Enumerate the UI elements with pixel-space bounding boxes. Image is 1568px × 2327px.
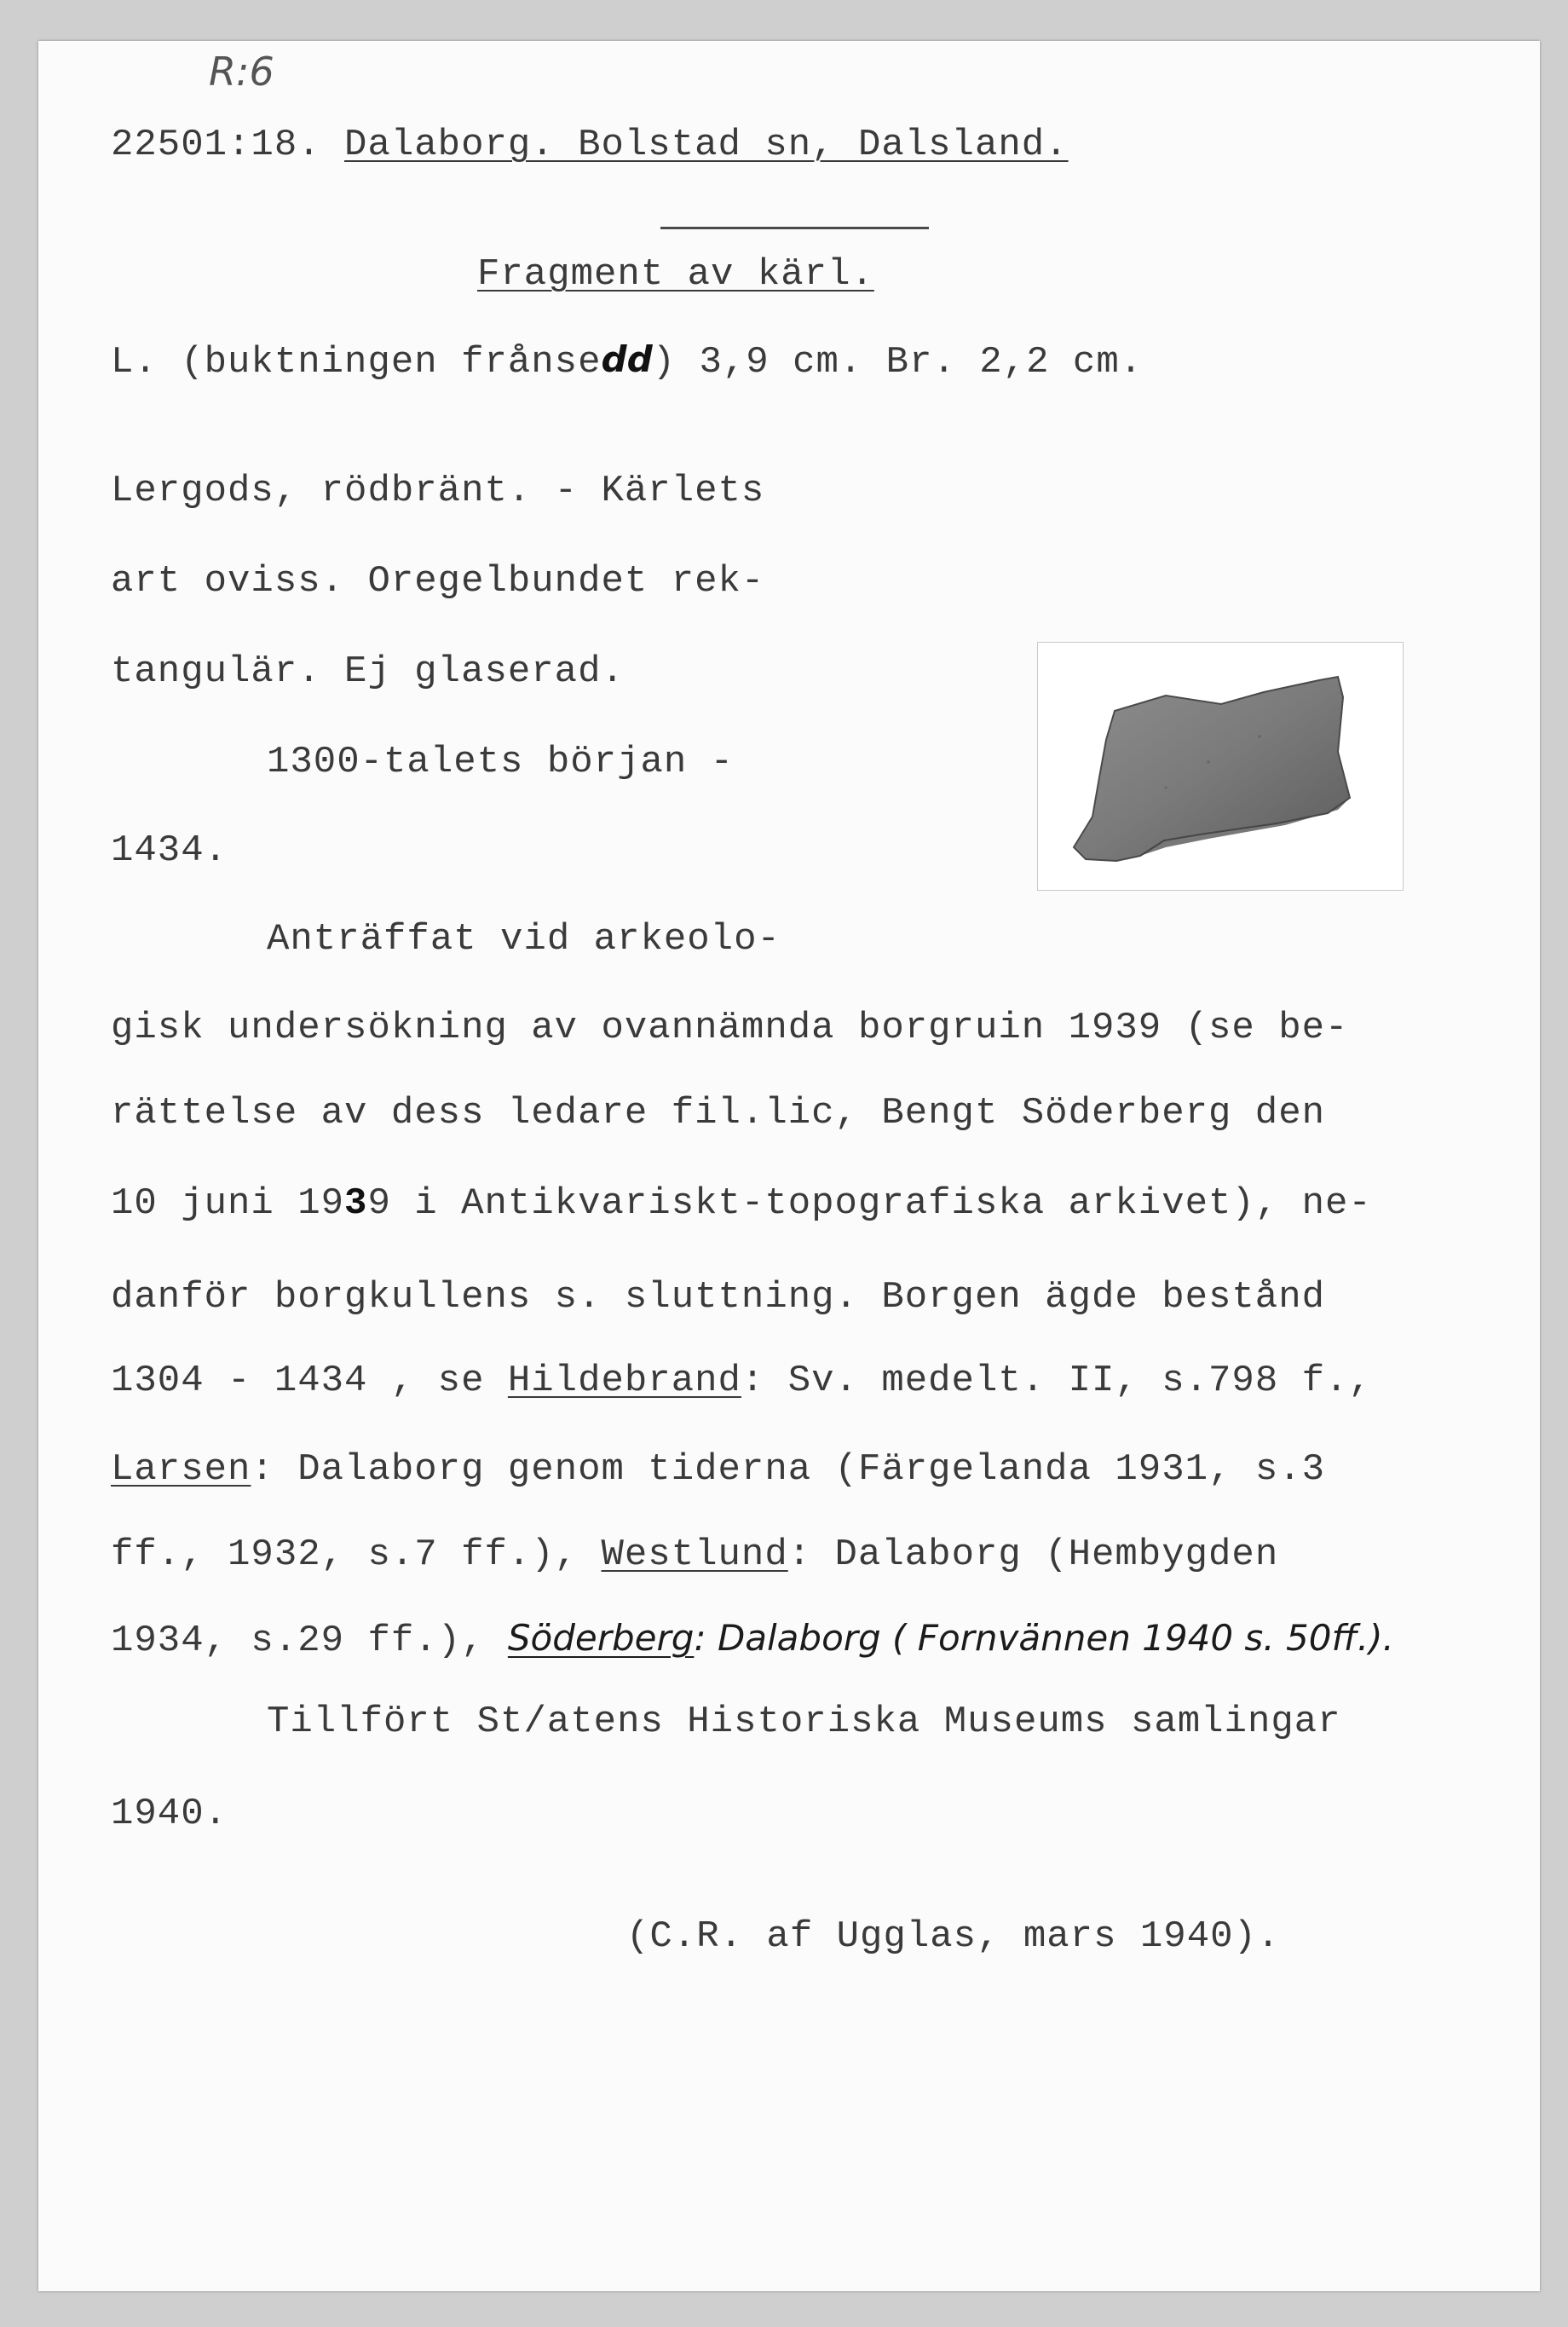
reference-soderberg-handwritten: Söderberg	[507, 1617, 695, 1659]
find-place: Dalaborg. Bolstad sn, Dalsland.	[344, 124, 1069, 166]
handwritten-reference: : Dalaborg ( Fornvännen 1940 s. 50ff.).	[694, 1617, 1394, 1659]
corner-note: R:6	[209, 49, 274, 95]
find-line-6: 1304 - 1434 , se Hildebrand: Sv. medelt. II, s.798 f.,	[111, 1360, 1372, 1402]
find-line-7: Larsen: Dalaborg genom tiderna (Färgelanda 1931, s.3	[111, 1448, 1326, 1491]
reference-larsen: Larsen	[111, 1448, 251, 1491]
dimensions-line: L. (buktningen frånsedd) 3,9 cm. Br. 2,2 cm.	[111, 338, 1144, 384]
catalog-card	[38, 41, 1540, 2291]
description-line-2: art oviss. Oregelbundet rek-	[111, 560, 765, 603]
pottery-fragment-image	[1038, 643, 1403, 890]
description-line-3: tangulär. Ej glaserad.	[111, 650, 625, 693]
find-line-1: Anträffat vid arkeolo-	[267, 918, 781, 961]
description-line-1: Lergods, rödbränt. - Kärlets	[111, 470, 765, 512]
accession-line-2: 1940.	[111, 1793, 228, 1835]
find-line-5: danför borgkullens s. sluttning. Borgen ägde bestånd	[111, 1276, 1326, 1319]
find-line-3: rättelse av dess ledare fil.lic, Bengt Söderberg den	[111, 1092, 1326, 1135]
signature: (C.R. af Ugglas, mars 1940).	[626, 1915, 1281, 1958]
dating-line: 1300-talets början -	[267, 741, 735, 783]
dating-end-line: 1434.	[111, 829, 228, 872]
find-line-9: 1934, s.29 ff.), Söderberg: Dalaborg ( Fornvännen 1940 s. 50ff.).	[111, 1617, 1394, 1662]
object-title: Fragment av kärl.	[477, 253, 874, 296]
reference-hildebrand: Hildebrand	[507, 1360, 741, 1402]
header-rule	[660, 227, 929, 229]
reference-westlund: Westlund	[601, 1533, 788, 1576]
find-line-2: gisk undersökning av ovannämnda borgruin 1939 (se be-	[111, 1007, 1349, 1049]
catalog-number: 22501:18.	[111, 124, 321, 166]
header-line	[111, 121, 1069, 169]
accession-line-1: Tillfört St/atens Historiska Museums samlingar	[267, 1700, 1341, 1743]
handwritten-digit: 3	[344, 1182, 368, 1225]
find-line-8: ff., 1932, s.7 ff.), Westlund: Dalaborg (Hembygden	[111, 1533, 1279, 1576]
find-line-4: 10 juni 1939 i Antikvariskt-topografiska arkivet), ne-	[111, 1182, 1372, 1225]
handwritten-correction: dd	[601, 338, 653, 380]
fragment-photo	[1037, 642, 1404, 891]
